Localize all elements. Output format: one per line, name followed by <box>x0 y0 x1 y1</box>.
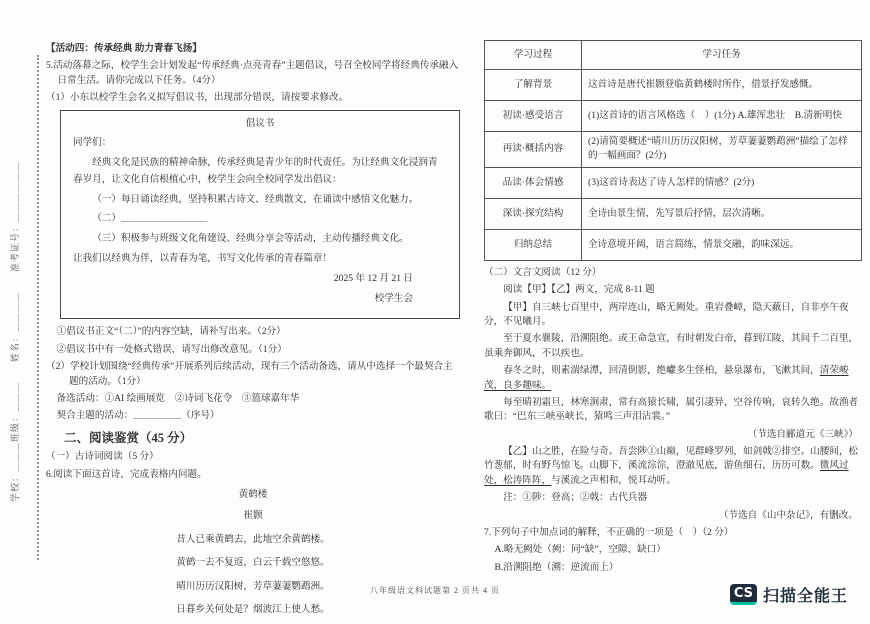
table-row <box>485 229 862 260</box>
activity-four-header: 【活动四：传承经典 助力青春飞扬】 <box>46 43 202 54</box>
table-header-process: 学习过程 <box>485 41 582 70</box>
table-cell-task: (3)这首诗表达了诗人怎样的情感？(2分) <box>582 167 862 198</box>
margin-student-info: 学校：＿＿＿班级：＿＿＿ 姓名：＿＿＿＿ 准考证号：＿＿＿＿＿＿ <box>10 161 20 502</box>
table-cell-process: 初读·感受语言 <box>485 101 582 132</box>
table-header-task: 学习任务 <box>582 41 862 70</box>
question-7-option-b: B.沿溯阻绝（溯：逆流而上） <box>494 561 619 573</box>
answer-blank-line: 契合主题的活动：＿＿＿＿＿（序号） <box>56 410 220 422</box>
question-5-1-sub1: ①倡议书正文“（二）”的内容空缺，请补写出来。（2分） <box>56 326 286 338</box>
jia-source: （节选自郦道元《三峡》） <box>747 428 858 440</box>
right-column <box>484 40 862 578</box>
table-row <box>485 101 862 132</box>
wenyan-intro: 阅读【甲】【乙】两文，完成 8-11 题 <box>503 284 655 296</box>
table-cell-process: 深读·探究结构 <box>485 198 582 229</box>
question-5-1: （1）小东以校学生会名义拟写倡议书，出现部分错误，请按要求修改。 <box>46 92 349 104</box>
camscanner-brand-text: 扫描全能王 <box>762 586 848 605</box>
poem-line-2: 黄鹤一去不复返，白云千载空悠悠。 <box>176 557 330 569</box>
poem-line-4: 日暮乡关何处是？烟波江上使人愁。 <box>176 604 330 616</box>
jia-paragraph-3 <box>484 364 862 393</box>
jia-p3-text: 春冬之时，则素湍绿潭，回清倒影，绝巘多生怪柏，悬泉瀑布，飞漱其间， <box>503 365 820 377</box>
table-row <box>485 132 862 168</box>
proposal-signature: 校学生会 <box>374 292 413 304</box>
yi-underlined: 微风过处，松涛阵阵， <box>484 460 849 486</box>
yi-text: 【乙】山之胜，在险与奇。吾尝陟①山巅，见群峰罗列，如剑戟②排空。山腰间，松竹葱郁，时有野鸟惊飞。山脚下，溪流淙淙，澄澈见底，游鱼细石，历历可数。 <box>484 446 859 472</box>
wenyan-section-heading: （二）文言文阅读（12 分） <box>484 266 602 278</box>
proposal-intro: 经典文化是民族的精神命脉，传承经典是青少年的时代责任。为让经典文化浸润青春岁月，让文化自信根植心中，校学生会向全校同学发出倡议： <box>73 157 438 185</box>
table-row <box>485 70 862 101</box>
table-cell-process: 了解背景 <box>485 70 582 101</box>
proposal-salutation: 同学们： <box>73 137 112 149</box>
proposal-letter-box <box>60 110 460 320</box>
poem-line-3: 晴川历历汉阳树，芳草萋萋鹦鹉洲。 <box>176 580 330 592</box>
jia-paragraph-2: 至于夏水襄陵，沿溯阻绝。或王命急宣，有时朝发白帝，暮到江陵，其间千二百里，虽乘奔御风，不以疾也。 <box>484 333 859 359</box>
question-6: 6.阅读下面这首诗，完成表格内问题。 <box>46 468 207 480</box>
table-row <box>485 167 862 198</box>
table-cell-task: (1)这首诗的语言风格选（ ）(1分) A.雄浑悲壮 B.清新明快 <box>582 101 862 132</box>
question-7: 7.下列句子中加点词的解释，不正确的一项是（ ）（2 分） <box>484 527 734 539</box>
candidate-activities: 备选活动：①AI 绘画展览 ②诗词飞花令 ③篮球嘉年华 <box>56 392 300 404</box>
poetry-subsection-heading: （一）古诗词阅读（5 分） <box>46 451 159 463</box>
proposal-date: 2025 年 12 月 21 日 <box>333 272 413 284</box>
yi-source: （节选自《山中杂记》，有删改。 <box>718 509 858 521</box>
yi-notes: 注：①陟：登高；②戟：古代兵器 <box>503 492 648 504</box>
page-footer: 八年级语文科试题第 2 页共 4 页 <box>370 586 500 595</box>
left-column <box>46 42 460 624</box>
yi-text-end: 与溪流之声相和，悦耳动听。 <box>551 474 676 486</box>
table-header-row <box>485 41 862 70</box>
table-cell-task: 这首诗是唐代崔颢登临黄鹤楼时所作，借景抒发感慨。 <box>582 70 862 101</box>
question-5: 5.活动落幕之际，校学生会计划发起“传承经典·点亮青春”主题倡议，号召全校同学将经典传承融入日常生活。请你完成以下任务。（4分） <box>46 60 459 86</box>
poem-title: 黄鹤楼 <box>238 489 268 501</box>
poem-author: 崔颢 <box>243 509 263 521</box>
camscanner-badge-icon: CS <box>730 584 757 605</box>
jia-paragraph-1: 【甲】自三峡七百里中，两岸连山，略无阙处。重岩叠嶂，隐天蔽日，自非亭午夜分，不见曦月。 <box>484 301 849 327</box>
proposal-title: 倡议书 <box>245 117 275 129</box>
proposal-closing: 让我们以经典为伴，以青春为笔，书写文化传承的青春篇章！ <box>73 253 333 265</box>
jia-paragraph-4: 每至晴初霜旦，林寒涧肃，常有高猿长啸，属引凄异，空谷传响，哀转久绝。故渔者歌曰：“巴东三峡巫峡长，猿鸣三声泪沾裳。” <box>484 396 859 423</box>
study-process-table <box>484 40 862 261</box>
poem-huanghelou <box>46 485 460 621</box>
proposal-item-1: （一）每日诵读经典，坚持积累古诗文、经典散文，在诵读中感悟文化魅力。 <box>92 193 419 205</box>
question-5-2: （2）学校计划围绕“经典传承”开展系列后续活动，现有三个活动备选，请从中选择一个最契合主题的活动。（1分） <box>46 361 453 387</box>
proposal-item-3: （三）积极参与班级文化角建设、经典分享会等活动，主动传播经典文化。 <box>92 233 409 245</box>
table-cell-task: 全诗意境开阔，语言简练，情景交融，韵味深远。 <box>582 229 862 260</box>
section-two-heading: 二、阅读鉴赏（45 分） <box>64 430 193 445</box>
table-cell-task: (2)请简要概述“晴川历历汉阳树，芳草萋萋鹦鹉洲”描绘了怎样的一幅画面？(2分) <box>582 132 862 168</box>
jia-p3-underlined: 清荣峻茂，良多趣味。 <box>484 365 849 391</box>
table-row <box>485 198 862 229</box>
yi-paragraph <box>484 445 862 488</box>
question-5-1-sub2: ②倡议书中有一处格式错误，请写出修改意见。（1分） <box>56 343 287 355</box>
binding-dotted-line <box>37 55 39 560</box>
table-cell-process: 归纳总结 <box>485 229 582 260</box>
camscanner-logo <box>730 583 848 606</box>
table-cell-process: 再读·概括内容 <box>485 132 582 168</box>
question-7-option-a: A.略无阙处（阙：同“缺”，空隙、缺口） <box>494 544 666 556</box>
poem-line-1: 昔人已乘黄鹤去，此地空余黄鹤楼。 <box>176 533 330 545</box>
table-cell-task: 全诗由景生情，先写景后抒情，层次清晰。 <box>582 198 862 229</box>
proposal-item-2-blank: （二）＿＿＿＿＿＿＿＿＿ <box>92 213 208 225</box>
table-cell-process: 品读·体会情感 <box>485 167 582 198</box>
